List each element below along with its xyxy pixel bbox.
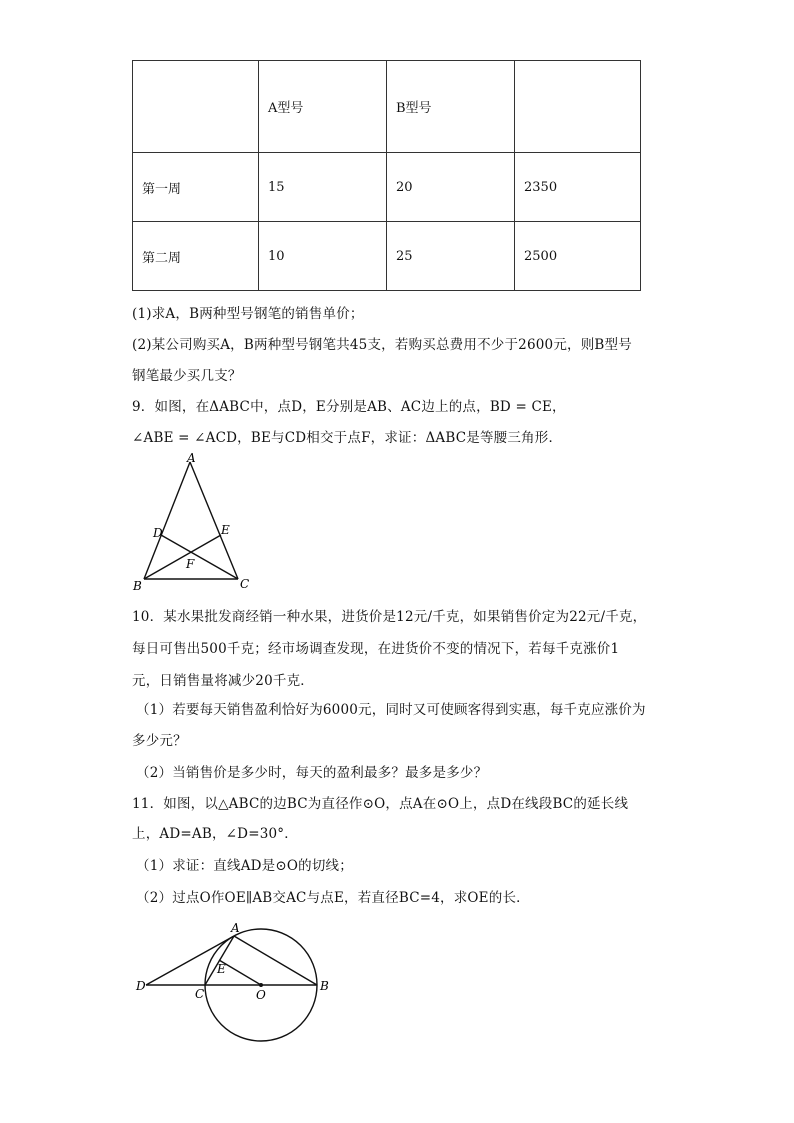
table-cell [133, 61, 259, 153]
label-f: F [186, 557, 195, 571]
segment-cd [161, 535, 238, 579]
q10-part1: （1）若要每天销售盈利恰好为6000元，同时又可使顾客得到实惠，每千克应涨价为 [136, 702, 646, 718]
q11-text-cont: 上，AD=AB，∠D=30°． [132, 826, 298, 842]
table-cell: 第二周 [133, 222, 259, 291]
q11-part1: （1）求证：直线AD是⊙O的切线； [136, 858, 353, 874]
label-e: E [217, 962, 226, 976]
q10-part2: （2）当销售价是多少时，每天的盈利最多？最多是多少？ [136, 765, 488, 781]
side-ac [190, 462, 238, 579]
table-cell: 10 [259, 222, 387, 291]
label-d: D [153, 526, 163, 540]
side-ab [144, 462, 190, 579]
q11-part2: （2）过点O作OE∥AB交AC与点E，若直径BC=4，求OE的长． [136, 890, 530, 906]
table-cell: 2350 [515, 153, 641, 222]
table-cell: 15 [259, 153, 387, 222]
q8-part1: (1)求A，B两种型号钢笔的销售单价； [132, 306, 364, 322]
q11-text: 11．如图，以△ABC的边BC为直径作⊙O，点A在⊙O上，点D在线段BC的延长线 [132, 796, 629, 812]
q8-part2-cont: 钢笔最少买几支？ [132, 368, 242, 384]
q10-text-cont2: 元，日销售量将减少20千克． [132, 673, 314, 689]
q10-text: 10．某水果批发商经销一种水果，进货价是12元/千克，如果销售价定为22元/千克， [132, 609, 647, 625]
q8-part2: (2)某公司购买A，B两种型号钢笔共45支，若购买总费用不少于2600元，则B型号 [132, 337, 632, 353]
q9-text-cont: ∠ABE = ∠ACD，BE与CD相交于点F，求证：ΔABC是等腰三角形． [132, 430, 563, 446]
table-row [133, 222, 641, 291]
table-cell: 2500 [515, 222, 641, 291]
label-b: B [320, 979, 329, 993]
segment-be [144, 535, 221, 579]
table-cell: A型号 [259, 61, 387, 153]
q10-part1-cont: 多少元？ [132, 733, 187, 749]
label-b: B [133, 579, 142, 593]
label-c: C [195, 987, 205, 1001]
table-header-row [133, 61, 641, 153]
q9-text: 9．如图，在ΔABC中，点D，E分别是AB、AC边上的点，BD = CE， [132, 399, 566, 415]
sales-table [132, 60, 641, 291]
table-cell: 第一周 [133, 153, 259, 222]
table-cell: B型号 [387, 61, 515, 153]
triangle-figure [128, 450, 258, 595]
label-a: A [187, 451, 196, 465]
circle-figure [128, 915, 338, 1045]
label-d: D [136, 979, 146, 993]
label-e: E [221, 523, 230, 537]
table-row [133, 153, 641, 222]
center-point [259, 983, 263, 987]
table-cell: 25 [387, 222, 515, 291]
table-cell [515, 61, 641, 153]
segment-ab [234, 936, 317, 985]
q10-text-cont: 每日可售出500千克；经市场调查发现，在进货价不变的情况下，若每千克涨价1 [132, 641, 620, 657]
table-cell: 20 [387, 153, 515, 222]
label-a: A [231, 921, 240, 935]
label-c: C [240, 577, 250, 591]
label-o: O [256, 988, 266, 1002]
